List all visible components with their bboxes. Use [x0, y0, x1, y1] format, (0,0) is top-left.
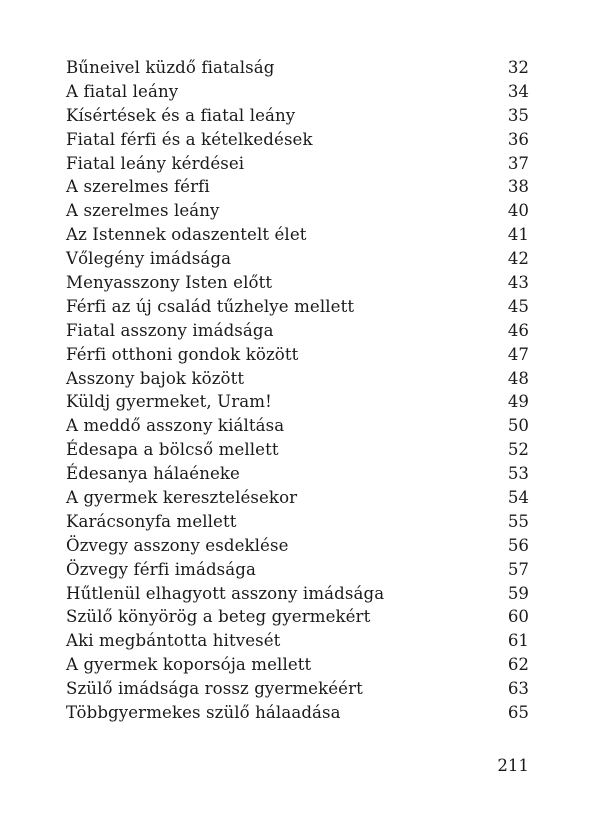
toc-entry: [66, 247, 529, 271]
toc-entry-page: 53: [507, 464, 529, 484]
toc-entry: [66, 438, 529, 462]
toc-entry-page: 42: [507, 249, 529, 269]
toc-entry: [66, 486, 529, 510]
toc-entry: [66, 319, 529, 343]
toc-entry-title: Bűneivel küzdő fiatalság: [66, 58, 275, 77]
toc-entry: [66, 223, 529, 247]
toc-entry-page: 59: [507, 583, 529, 603]
toc-entry-page: 37: [507, 153, 529, 173]
toc-entry-title: Férfi otthoni gondok között: [66, 344, 299, 364]
toc-entry-title: Édesapa a bölcső mellett: [66, 440, 279, 460]
toc-entry-page: 36: [507, 129, 529, 149]
toc-entry-title: Karácsonyfa mellett: [66, 511, 237, 531]
toc-entry: [66, 390, 529, 414]
toc-entry-page: 41: [507, 225, 529, 245]
toc-entry: [66, 175, 529, 199]
toc-entry-page: 55: [507, 511, 529, 531]
toc-entry: [66, 558, 529, 582]
toc-entry-page: 38: [507, 177, 529, 197]
toc-entry: [66, 677, 529, 701]
toc-entry-page: 62: [507, 655, 529, 675]
toc-entry-page: 47: [507, 344, 529, 364]
toc-entry-page: 65: [507, 703, 529, 723]
toc-entry: [66, 128, 529, 152]
toc-entry-title: Küldj gyermeket, Uram!: [66, 392, 272, 412]
toc-entry: [66, 582, 529, 606]
toc-entry: [66, 462, 529, 486]
toc-entry-title: A meddő asszony kiáltása: [66, 416, 285, 436]
toc-entry: [66, 295, 529, 319]
toc-entry-page: 50: [507, 416, 529, 436]
toc-entry: [66, 414, 529, 438]
toc-entry: [66, 510, 529, 534]
toc-entry-title: Hűtlenül elhagyott asszony imádsága: [66, 583, 385, 603]
toc-entry-title: A szerelmes leány: [66, 201, 220, 221]
toc-entry-title: Kísértések és a fiatal leány: [66, 105, 296, 125]
toc-entry-title: Az Istennek odaszentelt élet: [66, 225, 307, 245]
toc-entry: [66, 629, 529, 653]
toc-entry: [66, 701, 529, 725]
toc-entry-title: A gyermek koporsója mellett: [66, 655, 312, 675]
toc-entry-page: 45: [507, 296, 529, 316]
toc-entry-title: Asszony bajok között: [66, 368, 245, 388]
toc-entry-page: 35: [507, 105, 529, 125]
toc-entry: [66, 152, 529, 176]
toc-entry-title: Szülő imádsága rossz gyermekéért: [66, 679, 363, 699]
toc-entry: [66, 343, 529, 367]
toc-entry: [66, 653, 529, 677]
toc-entry: [66, 104, 529, 128]
toc-entry-page: 57: [507, 559, 529, 579]
toc-entry-title: Többgyermekes szülő hálaadása: [66, 703, 341, 723]
toc-entry-title: Aki megbántotta hitvesét: [66, 631, 281, 651]
toc-entry-title: Fiatal asszony imádsága: [66, 320, 274, 340]
toc-entry-title: Férfi az új család tűzhelye mellett: [66, 296, 355, 316]
toc-entry-page: 48: [507, 368, 529, 388]
toc-entry-page: 46: [507, 320, 529, 340]
toc-entry: [66, 271, 529, 295]
toc-entry: [66, 56, 529, 80]
toc-entry-page: 54: [507, 488, 529, 508]
toc-entry-title: Özvegy asszony esdeklése: [66, 535, 289, 555]
toc-entry: [66, 605, 529, 629]
toc-entry-page: 34: [507, 81, 529, 101]
toc-entry-title: Édesanya hálaéneke: [66, 464, 240, 484]
toc-entry-title: A gyermek keresztelésekor: [66, 488, 298, 508]
toc-entry-title: Fiatal leány kérdései: [66, 153, 245, 173]
toc-entry-title: A szerelmes férfi: [66, 177, 210, 197]
toc-entry: [66, 199, 529, 223]
toc-entry-page: 32: [507, 58, 529, 77]
toc-entry-title: Özvegy férfi imádsága: [66, 559, 257, 579]
toc-entry: [66, 534, 529, 558]
toc-entry: [66, 367, 529, 391]
toc-entry-page: 60: [507, 607, 529, 627]
toc-entry-title: Szülő könyörög a beteg gyermekért: [66, 607, 371, 627]
toc-entry: [66, 80, 529, 104]
toc-entry-page: 43: [507, 273, 529, 293]
page-number: 211: [497, 756, 529, 775]
toc-entry-title: Menyasszony Isten előtt: [66, 273, 273, 293]
toc-entry-page: 61: [507, 631, 529, 651]
toc-entry-title: A fiatal leány: [66, 81, 179, 101]
toc-entry-page: 56: [507, 535, 529, 555]
toc-entry-title: Vőlegény imádsága: [66, 249, 232, 269]
toc-entry-page: 49: [507, 392, 529, 412]
toc-entry-page: 63: [507, 679, 529, 699]
toc-entry-page: 52: [507, 440, 529, 460]
toc-entry-title: Fiatal férfi és a kételkedések: [66, 129, 313, 149]
toc-entry-page: 40: [507, 201, 529, 221]
table-of-contents: [66, 56, 529, 725]
